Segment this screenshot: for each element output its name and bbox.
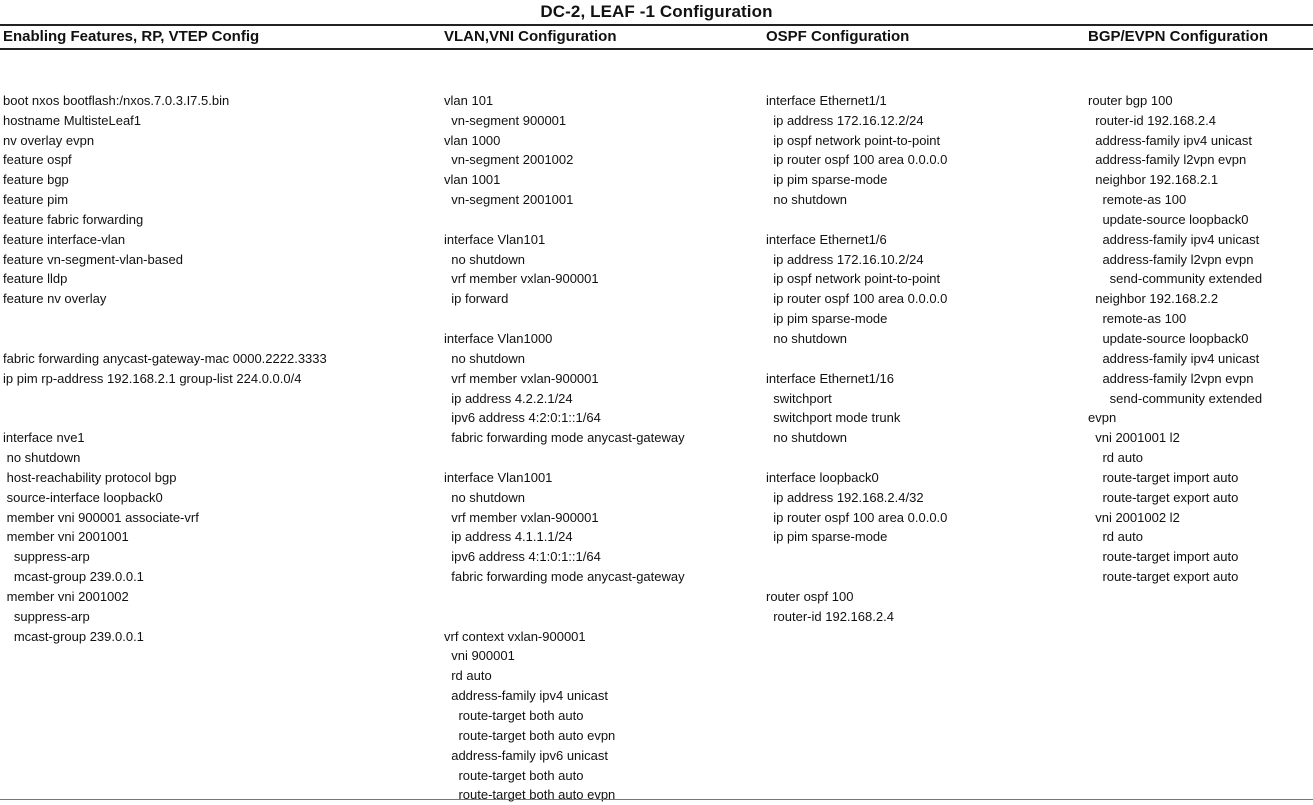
config-line: address-family l2vpn evpn <box>1088 251 1254 267</box>
config-line <box>1088 71 1262 91</box>
config-line: feature ospf <box>3 152 72 168</box>
config-line: ip forward <box>444 291 509 307</box>
config-line: no shutdown <box>444 350 525 366</box>
column-header-vlan-vni: VLAN,VNI Configuration <box>444 28 617 45</box>
config-line: nv overlay evpn <box>3 132 95 148</box>
config-line: router ospf 100 <box>766 588 854 604</box>
column-bgp-evpn-config <box>1088 71 1262 587</box>
config-line: feature pim <box>3 192 69 208</box>
config-line <box>444 210 685 230</box>
config-line <box>3 309 327 329</box>
config-line: vni 2001002 l2 <box>1088 509 1180 525</box>
config-line: suppress-arp <box>3 549 90 565</box>
config-line <box>444 607 685 627</box>
title-divider <box>0 24 1313 26</box>
config-line: suppress-arp <box>3 608 90 624</box>
config-line: send-community extended <box>1088 271 1263 287</box>
column-ospf-config <box>766 71 947 627</box>
config-line: vrf member vxlan-900001 <box>444 370 599 386</box>
config-line <box>766 349 947 369</box>
config-line: remote-as 100 <box>1088 311 1187 327</box>
config-line: ip router ospf 100 area 0.0.0.0 <box>766 509 948 525</box>
config-line: address-family ipv4 unicast <box>1088 350 1260 366</box>
config-line <box>444 309 685 329</box>
config-line: vn-segment 2001001 <box>444 192 574 208</box>
config-line <box>3 389 327 409</box>
config-line: route-target both auto evpn <box>444 787 616 803</box>
config-line: hostname MultisteLeaf1 <box>3 112 142 128</box>
config-line: address-family ipv6 unicast <box>444 747 609 763</box>
config-line: switchport mode trunk <box>766 410 901 426</box>
config-line: no shutdown <box>444 489 525 505</box>
config-line: no shutdown <box>766 192 847 208</box>
config-line: no shutdown <box>3 450 81 466</box>
config-line: ip pim sparse-mode <box>766 529 888 545</box>
config-line: route-target import auto <box>1088 469 1239 485</box>
config-line: address-family ipv4 unicast <box>1088 132 1253 148</box>
config-line: address-family ipv4 unicast <box>444 688 609 704</box>
config-line: ipv6 address 4:2:0:1::1/64 <box>444 410 601 426</box>
config-line <box>3 71 327 91</box>
config-line: address-family l2vpn evpn <box>1088 152 1247 168</box>
config-line: no shutdown <box>766 330 847 346</box>
config-line: no shutdown <box>766 430 847 446</box>
config-line: send-community extended <box>1088 390 1263 406</box>
config-line: vrf member vxlan-900001 <box>444 509 599 525</box>
config-line: route-target import auto <box>1088 549 1239 565</box>
config-line: feature bgp <box>3 172 69 188</box>
config-line: rd auto <box>1088 450 1143 466</box>
config-line: interface Vlan1001 <box>444 469 553 485</box>
config-line: ip address 4.2.2.1/24 <box>444 390 573 406</box>
config-line <box>444 448 685 468</box>
config-line: ip router ospf 100 area 0.0.0.0 <box>766 291 948 307</box>
column-vlan-vni-config <box>444 71 685 805</box>
config-line <box>3 408 327 428</box>
config-line: interface Ethernet1/6 <box>766 231 887 247</box>
page-title: DC-2, LEAF -1 Configuration <box>540 2 773 21</box>
config-line: mcast-group 239.0.0.1 <box>3 569 144 585</box>
config-line: interface Vlan101 <box>444 231 546 247</box>
config-line: interface loopback0 <box>766 469 879 485</box>
bottom-divider <box>0 799 1313 800</box>
config-line: ip address 172.16.10.2/24 <box>766 251 924 267</box>
config-line: member vni 2001002 <box>3 588 129 604</box>
config-line: member vni 2001001 <box>3 529 129 545</box>
config-line: ip address 4.1.1.1/24 <box>444 529 573 545</box>
config-line <box>3 329 327 349</box>
column-features-config <box>3 71 327 646</box>
config-line: route-target both auto <box>444 708 584 723</box>
config-line <box>766 547 947 567</box>
config-line: fabric forwarding mode anycast-gateway <box>444 569 685 585</box>
config-line: update-source loopback0 <box>1088 330 1249 346</box>
config-line: vlan 101 <box>444 92 494 108</box>
config-line: ip router ospf 100 area 0.0.0.0 <box>766 152 948 168</box>
config-line: source-interface loopback0 <box>3 489 163 505</box>
config-line <box>766 71 947 91</box>
config-line: route-target export auto <box>1088 489 1239 505</box>
config-line: interface Vlan1000 <box>444 330 553 346</box>
config-line: router-id 192.168.2.4 <box>766 608 894 624</box>
config-line: feature fabric forwarding <box>3 211 144 227</box>
config-line <box>766 448 947 468</box>
config-line: vni 2001001 l2 <box>1088 430 1180 446</box>
config-line: feature vn-segment-vlan-based <box>3 251 183 267</box>
config-line: router bgp 100 <box>1088 92 1173 108</box>
config-line: interface Ethernet1/16 <box>766 370 894 386</box>
config-line: route-target both auto <box>444 767 584 783</box>
config-line: ip address 172.16.12.2/24 <box>766 112 924 128</box>
config-line: switchport <box>766 390 832 406</box>
config-line: vlan 1001 <box>444 172 501 188</box>
config-line: vlan 1000 <box>444 132 501 148</box>
config-line <box>766 210 947 230</box>
config-line: rd auto <box>1088 529 1143 545</box>
config-line: neighbor 192.168.2.2 <box>1088 291 1219 307</box>
config-line: route-target both auto evpn <box>444 727 616 743</box>
config-line: ip pim sparse-mode <box>766 172 888 188</box>
header-divider <box>0 48 1313 50</box>
config-line: ip pim rp-address 192.168.2.1 group-list 224.0.0.0/4 <box>3 370 302 386</box>
config-line: interface Ethernet1/1 <box>766 92 887 108</box>
config-line: vrf member vxlan-900001 <box>444 271 599 287</box>
config-line: ip ospf network point-to-point <box>766 132 941 148</box>
config-line: ip address 192.168.2.4/32 <box>766 489 924 505</box>
config-line: member vni 900001 associate-vrf <box>3 509 199 525</box>
config-line: feature nv overlay <box>3 291 107 307</box>
column-header-bgp-evpn: BGP/EVPN Configuration <box>1088 28 1268 45</box>
config-line: rd auto <box>444 668 492 684</box>
config-line: remote-as 100 <box>1088 192 1187 208</box>
config-line: boot nxos bootflash:/nxos.7.0.3.I7.5.bin <box>3 92 230 108</box>
column-header-ospf: OSPF Configuration <box>766 28 910 45</box>
config-line: address-family ipv4 unicast <box>1088 231 1260 247</box>
config-line: vn-segment 900001 <box>444 112 567 128</box>
config-line <box>444 71 685 91</box>
config-line: ipv6 address 4:1:0:1::1/64 <box>444 549 601 565</box>
config-line: router-id 192.168.2.4 <box>1088 112 1216 128</box>
config-line <box>766 567 947 587</box>
config-line: ip pim sparse-mode <box>766 311 888 327</box>
config-line: evpn <box>1088 410 1117 426</box>
config-line: neighbor 192.168.2.1 <box>1088 172 1219 188</box>
config-line: update-source loopback0 <box>1088 211 1249 227</box>
config-line: mcast-group 239.0.0.1 <box>3 628 144 644</box>
config-line: ip ospf network point-to-point <box>766 271 941 287</box>
config-line: vrf context vxlan-900001 <box>444 628 586 644</box>
config-line: vn-segment 2001002 <box>444 152 574 168</box>
config-line: feature interface-vlan <box>3 231 126 247</box>
config-line <box>444 587 685 607</box>
config-line: fabric forwarding mode anycast-gateway <box>444 430 685 446</box>
config-line: vni 900001 <box>444 648 515 664</box>
config-line: no shutdown <box>444 251 525 267</box>
column-header-features: Enabling Features, RP, VTEP Config <box>3 28 260 45</box>
config-line: interface nve1 <box>3 430 85 446</box>
config-line: route-target export auto <box>1088 569 1239 585</box>
config-line: feature lldp <box>3 271 68 287</box>
config-line: address-family l2vpn evpn <box>1088 370 1254 386</box>
config-line: host-reachability protocol bgp <box>3 469 177 485</box>
config-line: fabric forwarding anycast-gateway-mac 0000.2222.3333 <box>3 350 327 366</box>
